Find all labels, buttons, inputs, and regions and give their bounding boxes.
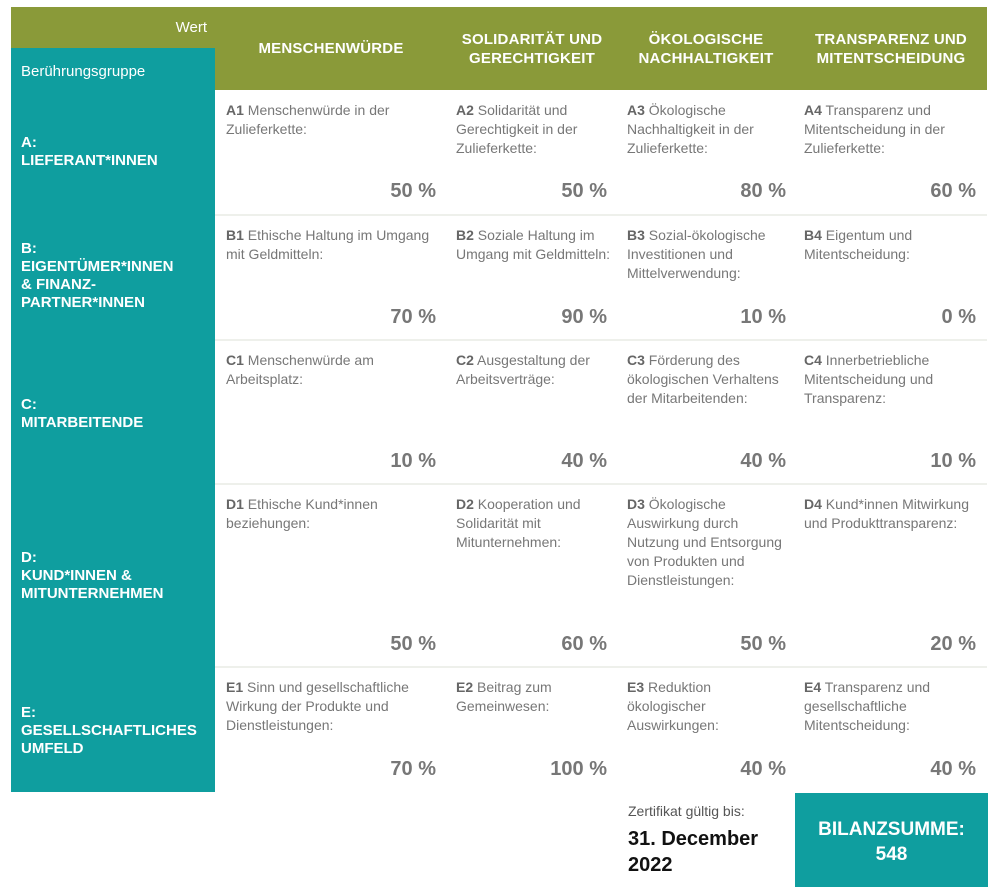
- cell-text: Menschenwürde am Arbeitsplatz:: [226, 352, 374, 387]
- cell-percentage: 100 %: [550, 758, 607, 780]
- stakeholder-column: [11, 90, 215, 792]
- cell-percentage: 60 %: [930, 180, 976, 202]
- cell-description: [456, 101, 611, 158]
- cell-code: C4: [804, 352, 822, 368]
- cell-code: C1: [226, 352, 244, 368]
- cell-percentage: 40 %: [740, 450, 786, 472]
- cell-code: D1: [226, 496, 244, 512]
- cell-text: Transparenz und gesellschaftliche Mitentscheidung:: [804, 679, 931, 733]
- column-header-solidaritaet: [447, 7, 617, 90]
- column-header-label: SOLIDARITÄT UND GERECHTIGKEIT: [461, 30, 603, 67]
- cell-code: B1: [226, 227, 244, 243]
- cell-description: [226, 101, 431, 139]
- cell-percentage: 10 %: [390, 450, 436, 472]
- cell-percentage: 80 %: [740, 180, 786, 202]
- cell-description: [226, 351, 431, 389]
- column-header-transparenz: [795, 7, 987, 90]
- cell-code: A3: [627, 102, 645, 118]
- cell-code: C3: [627, 352, 645, 368]
- row-label-e: E: GESELLSCHAFTLICHES UMFELD: [21, 704, 197, 757]
- column-header-label: MENSCHENWÜRDE: [258, 40, 404, 57]
- cell-description: [456, 226, 611, 264]
- cell-code: D2: [456, 496, 474, 512]
- cell-percentage: 40 %: [930, 758, 976, 780]
- certificate-label: Zertifikat gültig bis:: [628, 803, 745, 819]
- cell-percentage: 10 %: [740, 306, 786, 328]
- cell-text: Transparenz und Mitentscheidung in der Zulieferkette:: [804, 102, 945, 156]
- cell-percentage: 70 %: [390, 306, 436, 328]
- cell-code: E3: [627, 679, 645, 695]
- cell-text: Ethische Haltung im Umgang mit Geldmitteln:: [226, 227, 430, 262]
- cell-description: [226, 226, 431, 264]
- cell-description: [627, 351, 787, 408]
- cell-code: E2: [456, 679, 474, 695]
- row-divider: [215, 483, 987, 485]
- value-label: Wert: [175, 19, 207, 36]
- cell-code: B2: [456, 227, 474, 243]
- group-axis-header: [11, 48, 215, 90]
- cell-code: B3: [627, 227, 645, 243]
- cell-text: Ethische Kund*innen beziehungen:: [226, 496, 378, 531]
- cell-code: C2: [456, 352, 474, 368]
- cell-text: Soziale Haltung im Umgang mit Geldmitteln:: [456, 227, 611, 262]
- cell-description: [804, 678, 979, 735]
- row-divider: [215, 214, 987, 216]
- cell-text: Ausgestaltung der Arbeitsverträge:: [456, 352, 590, 387]
- balance-sum-value: 548: [875, 844, 908, 865]
- column-header-oekologie: [617, 7, 795, 90]
- cell-description: [804, 495, 979, 533]
- cell-percentage: 50 %: [740, 633, 786, 655]
- cell-text: Ökologische Auswirkung durch Nutzung und Entsorgung von Produkten und Dienstleistungen:: [627, 496, 782, 588]
- row-divider: [215, 339, 987, 341]
- cell-description: [627, 495, 787, 590]
- cell-text: Kooperation und Solidarität mit Mitunternehmen:: [456, 496, 581, 550]
- cell-code: B4: [804, 227, 822, 243]
- row-divider: [215, 666, 987, 668]
- cell-text: Innerbetriebliche Mitentscheidung und Transparenz:: [804, 352, 934, 406]
- cell-description: [627, 226, 787, 283]
- cell-code: D3: [627, 496, 645, 512]
- row-label-c: C: MITARBEITENDE: [21, 396, 144, 431]
- cell-text: Förderung des ökologischen Verhaltens der Mitarbeitenden:: [627, 352, 779, 406]
- cell-text: Beitrag zum Gemeinwesen:: [456, 679, 552, 714]
- cell-text: Reduktion ökologischer Auswirkungen:: [627, 679, 719, 733]
- cell-text: Sinn und gesellschaftliche Wirkung der Produkte und Dienstleistungen:: [226, 679, 409, 733]
- cell-percentage: 70 %: [390, 758, 436, 780]
- cell-description: [627, 101, 787, 158]
- row-label-a: A: LIEFERANT*INNEN: [21, 134, 158, 169]
- cell-percentage: 90 %: [561, 306, 607, 328]
- cell-percentage: 0 %: [941, 306, 976, 328]
- cell-code: E4: [804, 679, 822, 695]
- cell-description: [456, 495, 611, 552]
- column-header-label: TRANSPARENZ UND MITENTSCHEIDUNG: [815, 30, 967, 67]
- cell-description: [804, 101, 979, 158]
- cell-description: [804, 226, 979, 264]
- certificate-date: 31. December 2022: [628, 828, 759, 876]
- cell-code: E1: [226, 679, 244, 695]
- row-label-b: B: EIGENTÜMER*INNEN & FINANZ- PARTNER*INNEN: [21, 240, 174, 311]
- cell-text: Sozial-ökologische Investitionen und Mittelverwendung:: [627, 227, 766, 281]
- cell-code: A4: [804, 102, 822, 118]
- cell-code: A1: [226, 102, 244, 118]
- cell-percentage: 20 %: [930, 633, 976, 655]
- cell-description: [456, 351, 611, 389]
- balance-sum-box: [795, 793, 988, 887]
- cell-description: [226, 495, 431, 533]
- cell-percentage: 40 %: [561, 450, 607, 472]
- cell-text: Menschenwürde in der Zulieferkette:: [226, 102, 390, 137]
- cell-text: Ökologische Nachhaltigkeit in der Zulieferkette:: [627, 102, 754, 156]
- balance-sum-label: BILANZSUMME:: [818, 819, 965, 840]
- column-header-menschenwuerde: [215, 7, 447, 90]
- cell-description: [627, 678, 787, 735]
- cell-text: Solidarität und Gerechtigkeit in der Zulieferkette:: [456, 102, 578, 156]
- row-label-d: D: KUND*INNEN & MITUNTERNEHMEN: [21, 549, 164, 602]
- cell-percentage: 40 %: [740, 758, 786, 780]
- group-label: Berührungsgruppe: [21, 63, 146, 80]
- cell-code: A2: [456, 102, 474, 118]
- cell-description: [804, 351, 979, 408]
- cell-text: Eigentum und Mitentscheidung:: [804, 227, 913, 262]
- cell-percentage: 60 %: [561, 633, 607, 655]
- cell-code: D4: [804, 496, 822, 512]
- cell-description: [226, 678, 431, 735]
- value-axis-header: [11, 7, 215, 48]
- cell-percentage: 50 %: [390, 180, 436, 202]
- cell-description: [456, 678, 611, 716]
- column-header-label: ÖKOLOGISCHE NACHHALTIGKEIT: [638, 30, 774, 67]
- cell-percentage: 50 %: [390, 633, 436, 655]
- cell-text: Kund*innen Mitwirkung und Produkttransparenz:: [804, 496, 969, 531]
- cell-percentage: 10 %: [930, 450, 976, 472]
- cell-percentage: 50 %: [561, 180, 607, 202]
